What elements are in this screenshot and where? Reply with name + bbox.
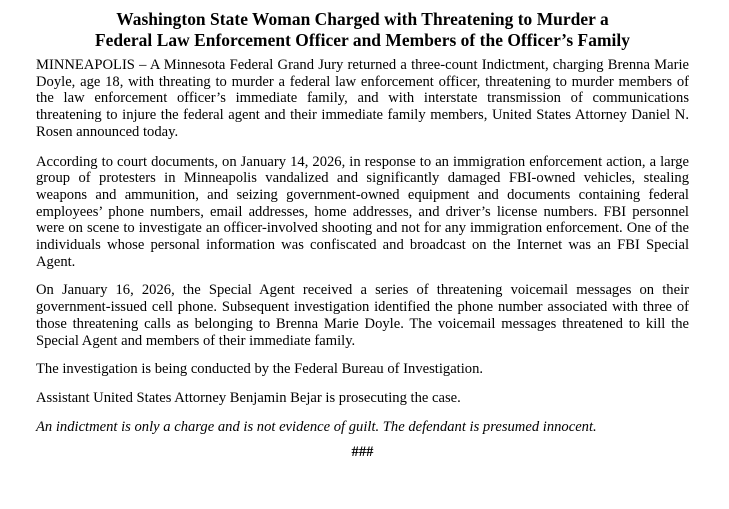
paragraph-investigating-agency: The investigation is being conducted by the Federal Bureau of Investigation.: [36, 361, 484, 378]
end-mark: ###: [351, 444, 374, 461]
press-release-title: [36, 9, 689, 51]
paragraph-prosecutor: Assistant United States Attorney Benjamin Bejar is prosecuting the case.: [36, 389, 461, 406]
paragraph-indictment: MINNEAPOLIS – A Minnesota Federal Grand Jury returned a three-count Indictment, charging Brenna Marie Doyle, age 18, with threating to murder a federal law enforcement officer, threatening to murder members of the law enforcement officer’s immediate family, and with interstate transmission of communications threatening to injure the federal agent and their immediate family members, United States Attorney Daniel N. Rosen announced today.: [36, 57, 689, 140]
paragraph-voicemail-threats: On January 16, 2026, the Special Agent received a series of threatening voicemail messages on their government-issued cell phone. Subsequent investigation identified the phone number associated with three of those threatening calls as belonging to Brenna Marie Doyle. The voicemail messages threatened to kill the Special Agent and members of their immediate family.: [36, 282, 689, 349]
paragraph-court-documents: According to court documents, on January 14, 2026, in response to an immigration enforcement action, a large group of protesters in Minneapolis vandalized and significantly damaged FBI-owned vehicles, stealing weapons and ammunition, and seizing government-owned equipment and documents containing federal employees’ phone numbers, email addresses, home addresses, and driver’s license numbers. FBI personnel were on scene to investigate an officer-involved shooting and not for any immigration enforcement. One of the individuals whose personal information was confiscated and broadcast on the Internet was an FBI Special Agent.: [36, 153, 689, 270]
title-line-1: Washington State Woman Charged with Threatening to Murder a: [116, 9, 609, 29]
disclaimer: An indictment is only a charge and is not evidence of guilt. The defendant is presumed innocent.: [36, 418, 597, 435]
title-line-2: Federal Law Enforcement Officer and Members of the Officer’s Family: [94, 30, 631, 50]
